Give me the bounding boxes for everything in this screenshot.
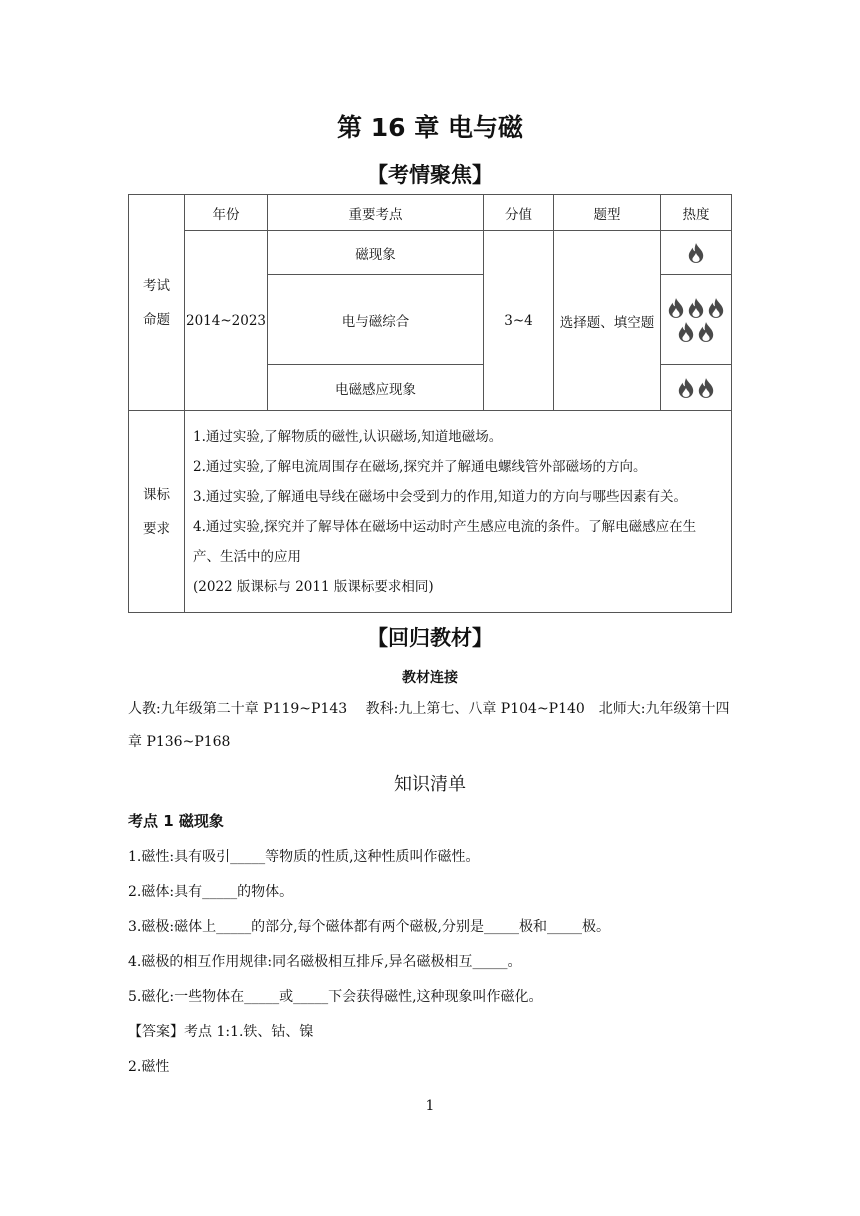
flame-icon — [667, 297, 685, 319]
knowledge-list-title: 知识清单 — [394, 774, 466, 795]
requirement-item: 2.通过实验,了解电流周围存在磁场,探究并了解通电螺线管外部磁场的方向。 — [193, 458, 647, 475]
page-number: 1 — [425, 1098, 435, 1114]
header-score: 分值 — [484, 195, 554, 231]
knowledge-points — [128, 840, 738, 1085]
header-topic: 重要考点 — [268, 195, 484, 231]
score-cell: 3~4 — [484, 231, 554, 411]
page-title: 第 16 章 电与磁 — [337, 113, 523, 142]
textbook-links-title: 教材连接 — [402, 670, 458, 686]
point-title: 考点 1 磁现象 — [128, 812, 224, 830]
flame-icon — [677, 377, 695, 399]
requirement-item: 3.通过实验,了解通电导线在磁场中会受到力的作用,知道力的方向与哪些因素有关。 — [193, 488, 687, 505]
textbook-links-text: 人教:九年级第二十章 P119~P143 教科:九上第七、八章 P104~P140 北师大:九年级第十四章 P136~P168 — [128, 701, 730, 750]
header-type: 题型 — [554, 195, 661, 231]
requirement-item: 4.通过实验,探究并了解导体在磁场中运动时产生感应电流的条件。了解电磁感应在生产、生活中的应用 — [193, 518, 697, 565]
flame-icon — [687, 242, 705, 264]
answer-line: 2.磁性 — [128, 1059, 170, 1075]
requirement-item: 1.通过实验,了解物质的磁性,认识磁场,知道地磁场。 — [193, 428, 503, 445]
req-label-cell — [129, 411, 185, 613]
exam-label: 考试命题 — [143, 277, 170, 328]
topic-cell: 电磁感应现象 — [268, 365, 484, 411]
heat-cell — [661, 365, 732, 411]
topic-cell: 磁现象 — [268, 231, 484, 275]
requirement-note: (2022 版课标与 2011 版课标要求相同) — [193, 578, 434, 595]
heat-cell — [661, 231, 732, 275]
topic-cell: 电与磁综合 — [268, 275, 484, 365]
exam-focus-table — [128, 194, 732, 613]
flame-icon — [707, 297, 725, 319]
flame-icon — [677, 321, 695, 343]
req-label: 课标要求 — [143, 486, 170, 537]
point-item: 1.磁性:具有吸引_____等物质的性质,这种性质叫作磁性。 — [128, 849, 480, 865]
flame-icon — [687, 297, 705, 319]
heat-cell — [661, 275, 732, 365]
heat-rating — [661, 371, 731, 405]
header-year: 年份 — [185, 195, 268, 231]
year-cell: 2014~2023 — [185, 231, 268, 411]
flame-icon — [697, 321, 715, 343]
heat-rating — [665, 291, 727, 349]
requirements-cell — [185, 411, 732, 613]
type-cell: 选择题、填空题 — [554, 231, 661, 411]
heat-rating — [661, 236, 731, 270]
point-item: 5.磁化:一些物体在_____或_____下会获得磁性,这种现象叫作磁化。 — [128, 989, 543, 1005]
flame-icon — [697, 377, 715, 399]
exam-label-cell — [129, 195, 185, 411]
header-heat: 热度 — [661, 195, 732, 231]
section-heading-exam-focus: 【考情聚焦】 — [367, 163, 493, 187]
section-heading-textbook: 【回归教材】 — [367, 626, 493, 650]
point-item: 4.磁极的相互作用规律:同名磁极相互排斥,异名磁极相互_____。 — [128, 954, 522, 970]
answer-line: 【答案】考点 1:1.铁、钴、镍 — [128, 1024, 314, 1040]
point-item: 2.磁体:具有_____的物体。 — [128, 884, 294, 900]
point-item: 3.磁极:磁体上_____的部分,每个磁体都有两个磁极,分别是_____极和_____极。 — [128, 919, 610, 935]
